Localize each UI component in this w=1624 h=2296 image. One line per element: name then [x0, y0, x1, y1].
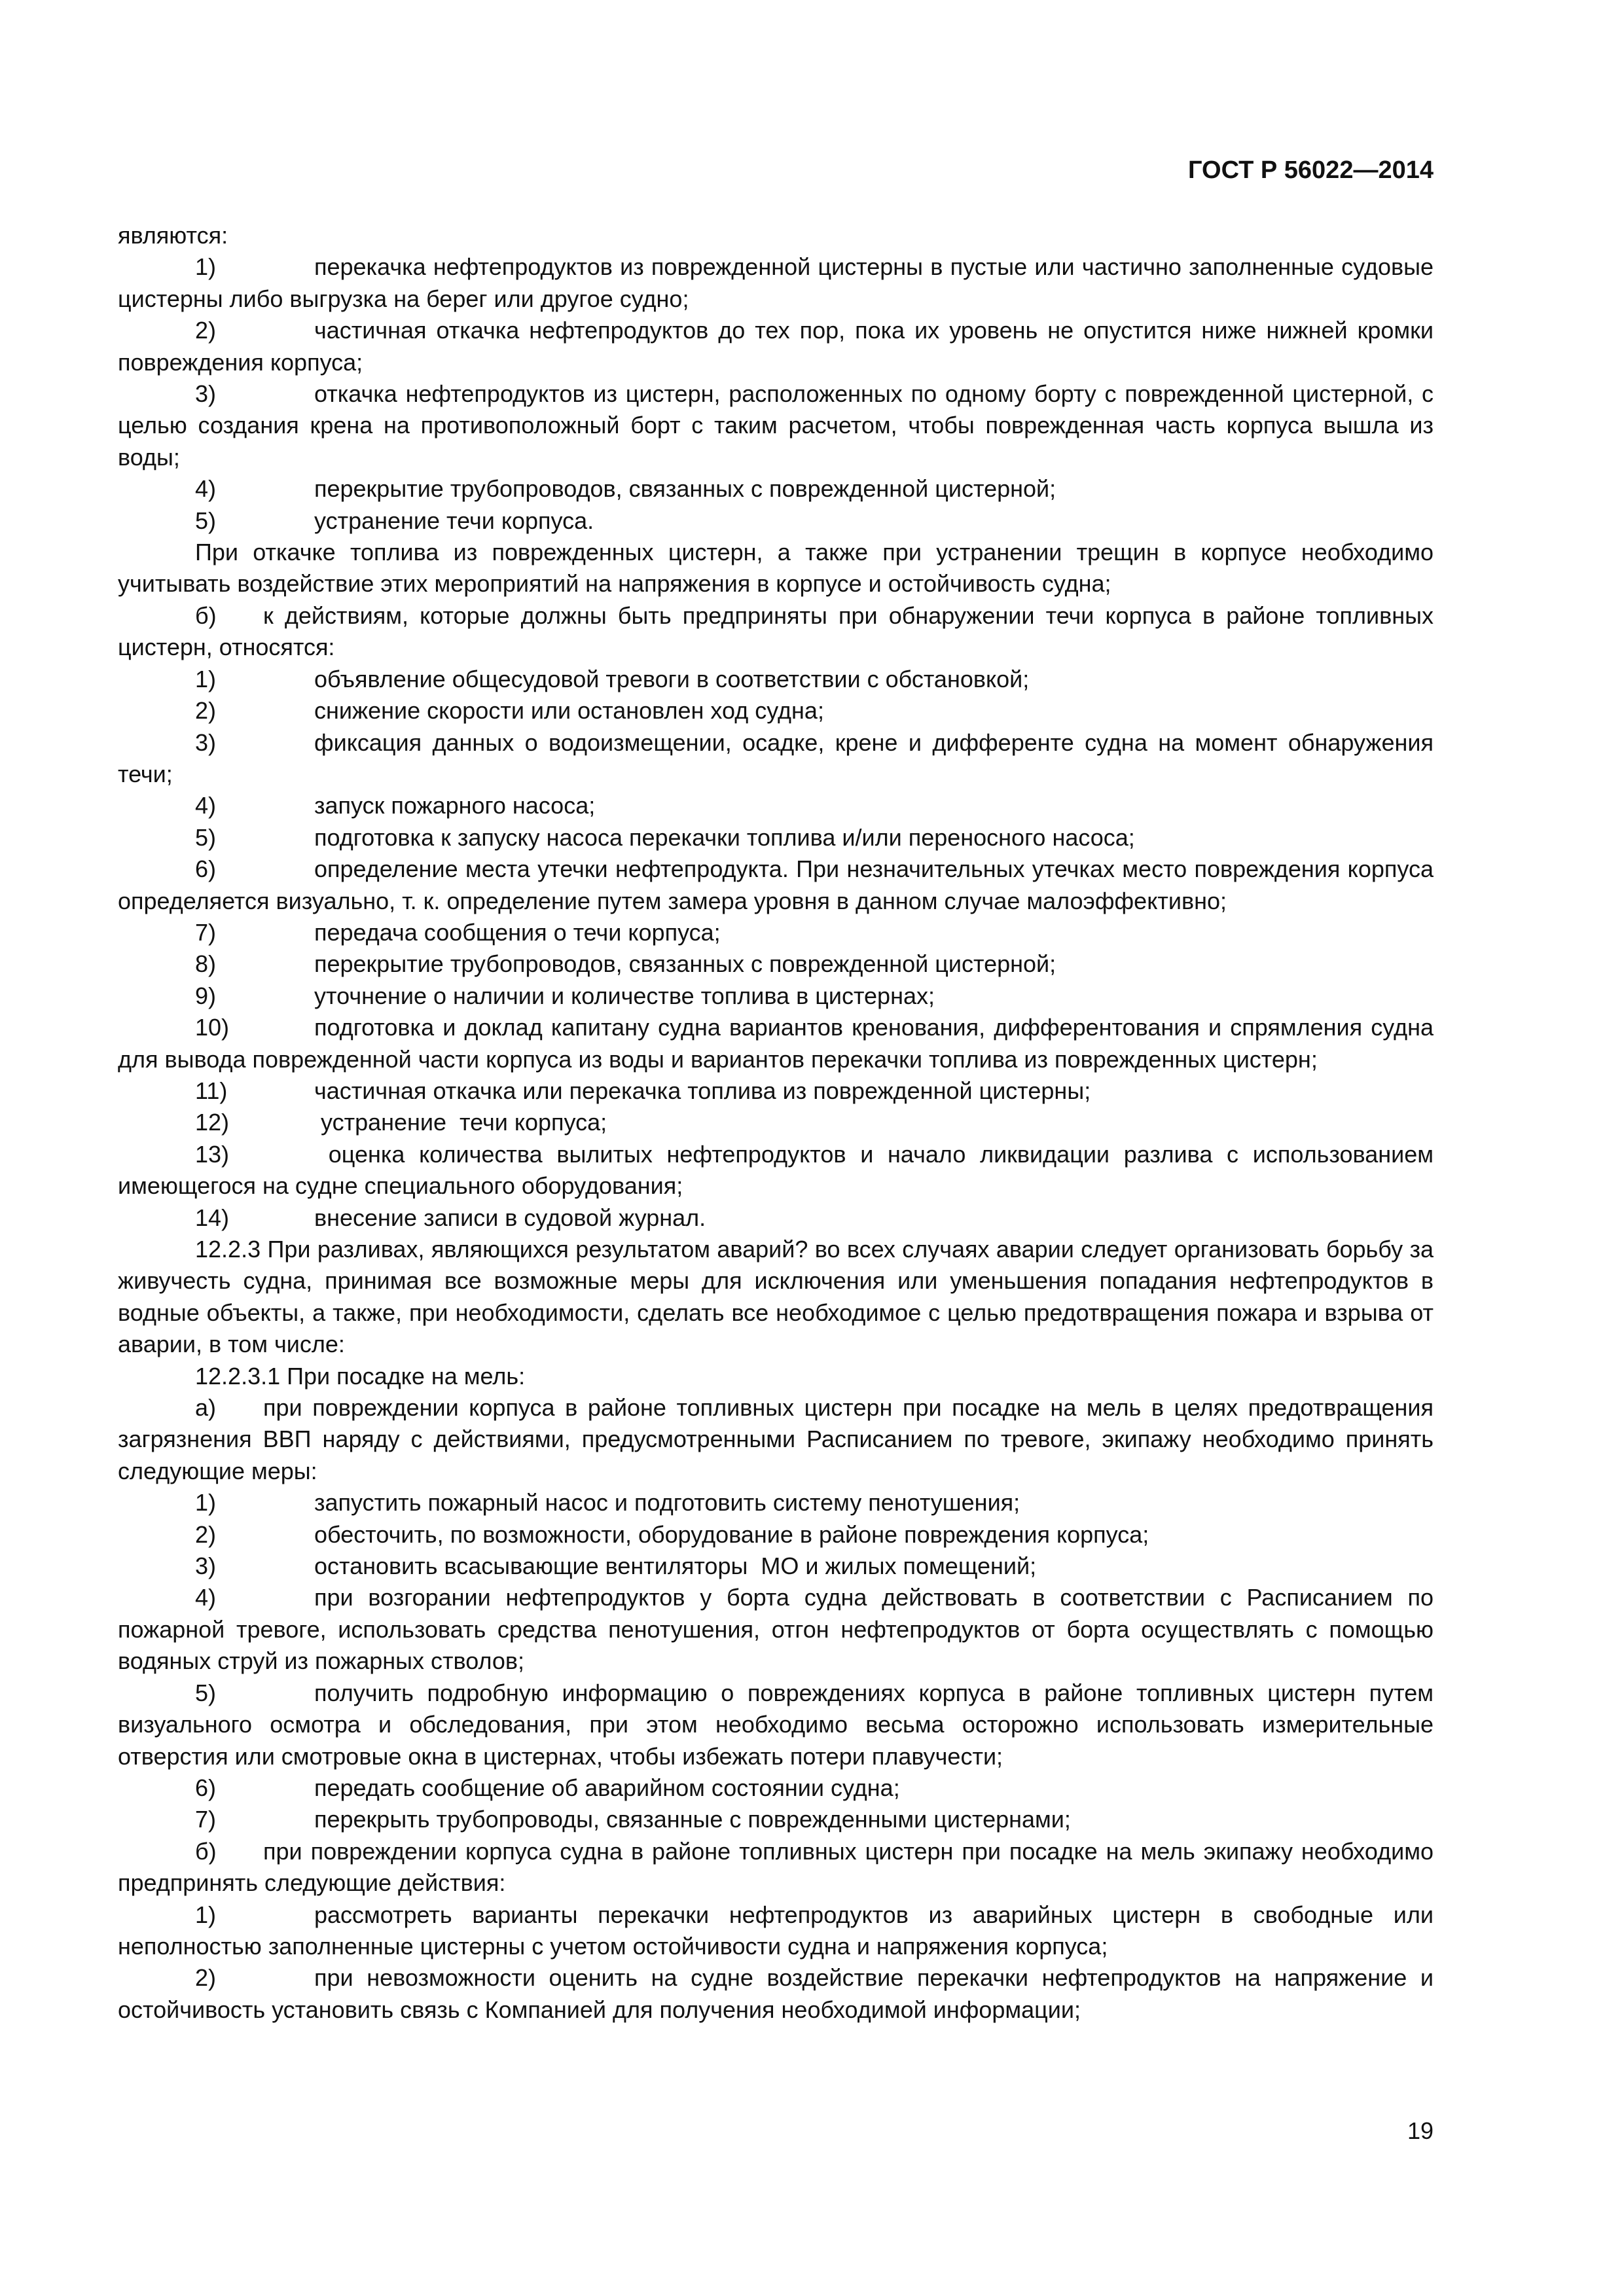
list-item [118, 822, 1434, 853]
paragraph-text: подготовка и доклад капитану судна вариантов кренования, дифферентования и спрямления судна для вывода поврежденной части корпуса из воды и вариантов перекачки топлива из поврежденных цистерн; [118, 1014, 1441, 1073]
list-item [118, 853, 1441, 917]
list-item [118, 1487, 1434, 1518]
paragraph-text: откачка нефтепродуктов из цистерн, расположенных по одному борту с поврежденной цистерной, с целью создания крена на противоположный борт с таким расчетом, чтобы поврежденная часть корпуса вышла из воды; [118, 380, 1441, 471]
list-item-number: 7) [195, 918, 217, 946]
paragraph-text: оценка количества вылитых нефтепродуктов и начало ликвидации разлива с использованием имеющегося на судне специального оборудования; [118, 1140, 1441, 1200]
list-item-number: а) [195, 1394, 217, 1422]
list-item-number: 2) [195, 1520, 217, 1548]
paragraph-text: получить подробную информацию о повреждениях корпуса в районе топливных цистерн путем визуального осмотра и обследования, при этом необходимо весьма осторожно использовать измерительные отверстия или смотровые окна в цистернах, чтобы избежать потери плавучести; [118, 1679, 1441, 1770]
list-item-number: 6) [195, 855, 217, 883]
paragraph-text: запуск пожарного насоса; [314, 792, 596, 819]
list-item [118, 600, 1441, 664]
list-item-number: 7) [195, 1806, 217, 1833]
paragraph-text: 12.2.3.1 При посадке на мель: [195, 1362, 526, 1390]
paragraph [118, 537, 1441, 600]
list-item-number: 6) [195, 1774, 217, 1801]
list-item-number: 11) [195, 1077, 228, 1104]
list-item-number: 1) [195, 253, 217, 281]
list-item [118, 790, 1434, 821]
list-item-number: 1) [195, 665, 217, 692]
list-item [118, 1392, 1441, 1487]
list-item-number: 3) [195, 1552, 217, 1580]
list-item [118, 378, 1441, 473]
list-item [118, 948, 1434, 980]
list-item-number: 2) [195, 697, 217, 725]
list-item-number: 4) [195, 792, 217, 819]
list-item-number: 5) [195, 823, 217, 851]
list-item-number: 8) [195, 950, 217, 978]
list-item [118, 664, 1434, 695]
list-item [118, 505, 1434, 537]
document-code-header: ГОСТ Р 56022—2014 [1188, 156, 1434, 184]
list-item-number: 5) [195, 1679, 217, 1706]
list-item-number: б) [195, 1837, 217, 1865]
list-item [118, 1582, 1441, 1677]
paragraph-text: передать сообщение об аварийном состоянии судна; [314, 1774, 900, 1801]
list-item [118, 917, 1434, 948]
list-item-number: 9) [195, 982, 217, 1009]
list-item [118, 315, 1441, 378]
paragraph-text: при невозможности оценить на судне воздействие перекачки нефтепродуктов на напряжение и остойчивость установить связь с Компанией для получения необходимой информации; [118, 1964, 1441, 2023]
list-item-number: 13) [195, 1140, 230, 1168]
list-item [118, 1772, 1434, 1804]
paragraph-text: устранение течи корпуса; [314, 1109, 607, 1136]
paragraph-text: запустить пожарный насос и подготовить систему пенотушения; [314, 1489, 1020, 1516]
paragraph-text: частичная откачка или перекачка топлива из поврежденной цистерны; [314, 1077, 1091, 1104]
paragraph [118, 220, 1434, 251]
list-item-number: 3) [195, 728, 217, 756]
paragraph-text: рассмотреть варианты перекачки нефтепродуктов из аварийных цистерн в свободные или неполностью заполненные цистерны с учетом остойчивости судна и напряжения корпуса; [118, 1901, 1441, 1960]
paragraph [118, 1361, 1434, 1392]
paragraph-text: к действиям, которые должны быть предприняты при обнаружении течи корпуса в районе топливных цистерн, относятся: [118, 601, 1441, 661]
list-item-number: 12) [195, 1109, 230, 1136]
list-item [118, 1107, 1434, 1138]
list-item [118, 1202, 1434, 1234]
document-body [118, 220, 1441, 2026]
list-item-number: 4) [195, 475, 217, 503]
paragraph-text: 12.2.3 При разливах, являющихся результатом аварий? во всех случаях аварии следует организовать борьбу за живучесть судна, принимая все возможные меры для исключения или уменьшения попадания нефтепродуктов в водные объекты, а также, при необходимости, сделать все необходимое с целью предотвращения пожара и взрыва от аварии, в том числе: [118, 1236, 1441, 1358]
list-item-number: 1) [195, 1901, 217, 1928]
list-item [118, 1012, 1441, 1075]
list-item-number: 2) [195, 1964, 217, 1992]
paragraph-text: перекрытие трубопроводов, связанных с поврежденной цистерной; [314, 475, 1056, 503]
paragraph [118, 1234, 1441, 1361]
paragraph-text: объявление общесудовой тревоги в соответствии с обстановкой; [314, 665, 1030, 692]
list-item [118, 1962, 1441, 2026]
paragraph-text: перекачка нефтепродуктов из поврежденной цистерны в пустые или частично заполненные судовые цистерны либо выгрузка на берег или другое судно; [118, 253, 1441, 312]
list-item-number: 10) [195, 1014, 230, 1041]
list-item [118, 1804, 1434, 1835]
paragraph-text: при повреждении корпуса судна в районе топливных цистерн при посадке на мель экипажу необходимо предпринять следующие действия: [118, 1837, 1441, 1897]
list-item-number: б) [195, 601, 217, 629]
paragraph-text: при возгорании нефтепродуктов у борта судна действовать в соответствии с Расписанием по пожарной тревоге, использовать средства пенотушения, отгон нефтепродуктов от борта осуществлять с помощью водяных струй из пожарных стволов; [118, 1584, 1441, 1675]
paragraph-text: При откачке топлива из поврежденных цистерн, а также при устранении трещин в корпусе необходимо учитывать воздействие этих мероприятий на напряжения в корпусе и остойчивость судна; [118, 539, 1441, 598]
list-item-number: 3) [195, 380, 217, 408]
list-item-number: 14) [195, 1204, 230, 1231]
paragraph-text: снижение скорости или остановлен ход судна; [314, 697, 824, 725]
paragraph-text: обесточить, по возможности, оборудование в районе повреждения корпуса; [314, 1520, 1149, 1548]
list-item-number: 5) [195, 507, 217, 534]
paragraph-text: являются: [118, 222, 228, 249]
list-item [118, 1677, 1441, 1772]
paragraph-text: перекрыть трубопроводы, связанные с поврежденными цистернами; [314, 1806, 1071, 1833]
list-item [118, 251, 1441, 315]
list-item [118, 473, 1434, 505]
paragraph-text: уточнение о наличии и количестве топлива в цистернах; [314, 982, 935, 1009]
paragraph-text: остановить всасывающие вентиляторы МО и жилых помещений; [314, 1552, 1037, 1580]
list-item [118, 1519, 1434, 1551]
paragraph-text: определение места утечки нефтепродукта. При незначительных утечках место повреждения корпуса определяется визуально, т. к. определение путем замера уровня в данном случае малоэффективно; [118, 855, 1441, 914]
list-item-number: 4) [195, 1584, 217, 1611]
list-item [118, 1899, 1441, 1963]
paragraph-text: частичная откачка нефтепродуктов до тех пор, пока их уровень не опустится ниже нижней кромки повреждения корпуса; [118, 317, 1441, 376]
paragraph-text: устранение течи корпуса. [314, 507, 594, 534]
page-number: 19 [1407, 2117, 1434, 2144]
paragraph-text: перекрытие трубопроводов, связанных с поврежденной цистерной; [314, 950, 1056, 978]
list-item-number: 1) [195, 1489, 217, 1516]
list-item [118, 1836, 1441, 1899]
list-item [118, 1075, 1434, 1107]
paragraph-text: фиксация данных о водоизмещении, осадке, крене и дифференте судна на момент обнаружения течи; [118, 728, 1441, 787]
paragraph-text: при повреждении корпуса в районе топливных цистерн при посадке на мель в целях предотвращения загрязнения ВВП наряду с действиями, предусмотренными Расписанием по тревоге, экипажу необходимо принять следующие меры: [118, 1394, 1441, 1484]
list-item-number: 2) [195, 317, 217, 344]
list-item [118, 1139, 1441, 1202]
paragraph-text: передача сообщения о течи корпуса; [314, 918, 721, 946]
paragraph-text: подготовка к запуску насоса перекачки топлива и/или переносного насоса; [314, 823, 1135, 851]
list-item [118, 727, 1441, 791]
list-item [118, 980, 1434, 1012]
paragraph-text: внесение записи в судовой журнал. [314, 1204, 706, 1231]
list-item [118, 1551, 1434, 1582]
list-item [118, 695, 1434, 726]
